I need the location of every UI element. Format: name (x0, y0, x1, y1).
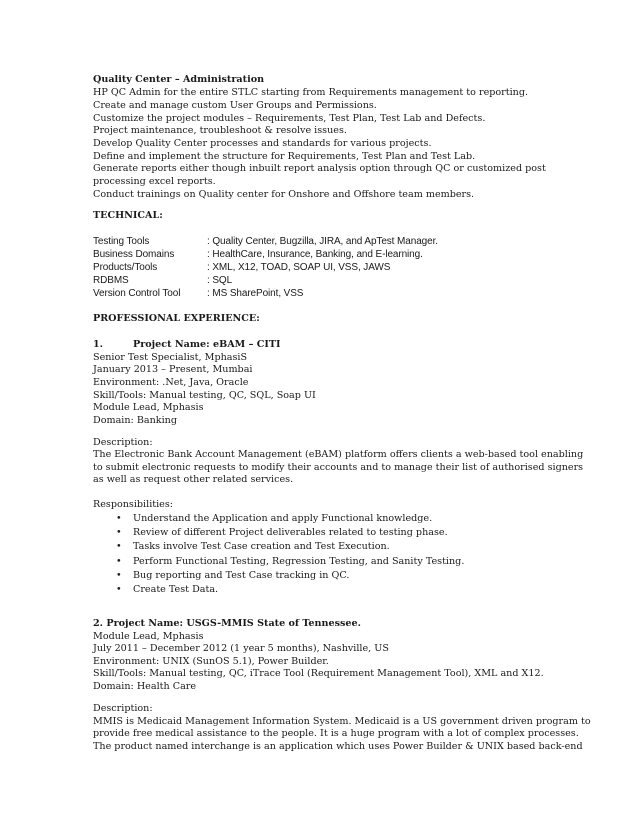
qc-admin-line: Define and implement the structure for Requirements, Test Plan and Test Lab. (93, 151, 476, 162)
bullet-icon: • (116, 527, 122, 538)
responsibility-item: Perform Functional Testing, Regression Testing, and Sanity Testing. (133, 556, 465, 567)
qc-admin-line: Create and manage custom User Groups and Permissions. (93, 100, 377, 111)
project-detail: Domain: Banking (93, 415, 177, 426)
bullet-icon: • (116, 556, 122, 567)
description-label: Description: (93, 437, 153, 448)
description-line: to submit electronic requests to modify their accounts and to manage their list of authorised signers (93, 462, 584, 473)
tech-label: Version Control Tool (93, 288, 181, 299)
qc-admin-line: processing excel reports. (93, 176, 216, 187)
qc-admin-line: Generate reports either though inbuilt report analysis option through QC or customized post (93, 163, 546, 174)
project-detail: Environment: UNIX (SunOS 5.1), Power Builder. (93, 656, 329, 667)
project-detail: July 2011 – December 2012 (1 year 5 months), Nashville, US (93, 643, 389, 654)
qc-admin-heading: Quality Center – Administration (93, 74, 265, 85)
experience-heading: PROFESSIONAL EXPERIENCE: (93, 313, 260, 324)
qc-admin-line: Conduct trainings on Quality center for Onshore and Offshore team members. (93, 189, 475, 200)
responsibility-item: Understand the Application and apply Functional knowledge. (133, 513, 433, 524)
project-detail: Senior Test Specialist, MphasiS (93, 352, 248, 363)
qc-admin-line: HP QC Admin for the entire STLC starting from Requirements management to reporting. (93, 87, 529, 98)
project-title: 2. Project Name: USGS-MMIS State of Tennessee. (93, 618, 361, 629)
project-detail: Environment: .Net, Java, Oracle (93, 377, 249, 388)
qc-admin-line: Develop Quality Center processes and standards for various projects. (93, 138, 432, 149)
description-label: Description: (93, 703, 153, 714)
project-detail: Skill/Tools: Manual testing, QC, SQL, Soap UI (93, 390, 316, 401)
responsibilities-label: Responsibilities: (93, 499, 174, 510)
qc-admin-line: Project maintenance, troubleshoot & resolve issues. (93, 125, 347, 136)
description-line: MMIS is Medicaid Management Information System. Medicaid is a US government driven program to (93, 716, 591, 727)
tech-value: : Quality Center, Bugzilla, JIRA, and ApTest Manager. (207, 236, 438, 247)
description-line: The Electronic Bank Account Management (eBAM) platform offers clients a web-based tool enabling (93, 449, 584, 460)
responsibility-item: Review of different Project deliverables related to testing phase. (133, 527, 448, 538)
tech-value: : HealthCare, Insurance, Banking, and E-learning. (207, 249, 423, 260)
description-line: as well as request other related services. (93, 474, 294, 485)
responsibility-item: Bug reporting and Test Case tracking in QC. (133, 570, 350, 581)
project-detail: Module Lead, Mphasis (93, 631, 204, 642)
bullet-icon: • (116, 570, 122, 581)
bullet-icon: • (116, 513, 122, 524)
responsibility-item: Create Test Data. (133, 584, 219, 595)
project-detail: Module Lead, Mphasis (93, 402, 204, 413)
project-detail: Domain: Health Care (93, 681, 197, 692)
tech-label: Testing Tools (93, 236, 150, 247)
description-line: The product named interchange is an application which uses Power Builder & UNIX based back-end (93, 741, 583, 752)
tech-label: RDBMS (93, 275, 129, 286)
tech-label: Business Domains (93, 249, 175, 260)
project-title: Project Name: eBAM – CITI (133, 339, 281, 350)
technical-heading: TECHNICAL: (93, 210, 163, 221)
project-detail: January 2013 – Present, Mumbai (93, 364, 253, 375)
project-detail: Skill/Tools: Manual testing, QC, iTrace Tool (Requirement Management Tool), XML and X12. (93, 668, 544, 679)
tech-value: : SQL (207, 275, 233, 286)
bullet-icon: • (116, 584, 122, 595)
description-line: provide free medical assistance to the people. It is a huge program with a lot of complex processes. (93, 728, 579, 739)
responsibility-item: Tasks involve Test Case creation and Test Execution. (133, 541, 390, 552)
bullet-icon: • (116, 541, 122, 552)
tech-label: Products/Tools (93, 262, 158, 273)
tech-value: : MS SharePoint, VSS (207, 288, 304, 299)
qc-admin-line: Customize the project modules – Requirements, Test Plan, Test Lab and Defects. (93, 113, 486, 124)
project-number: 1. (93, 339, 104, 350)
tech-value: : XML, X12, TOAD, SOAP UI, VSS, JAWS (207, 262, 391, 273)
